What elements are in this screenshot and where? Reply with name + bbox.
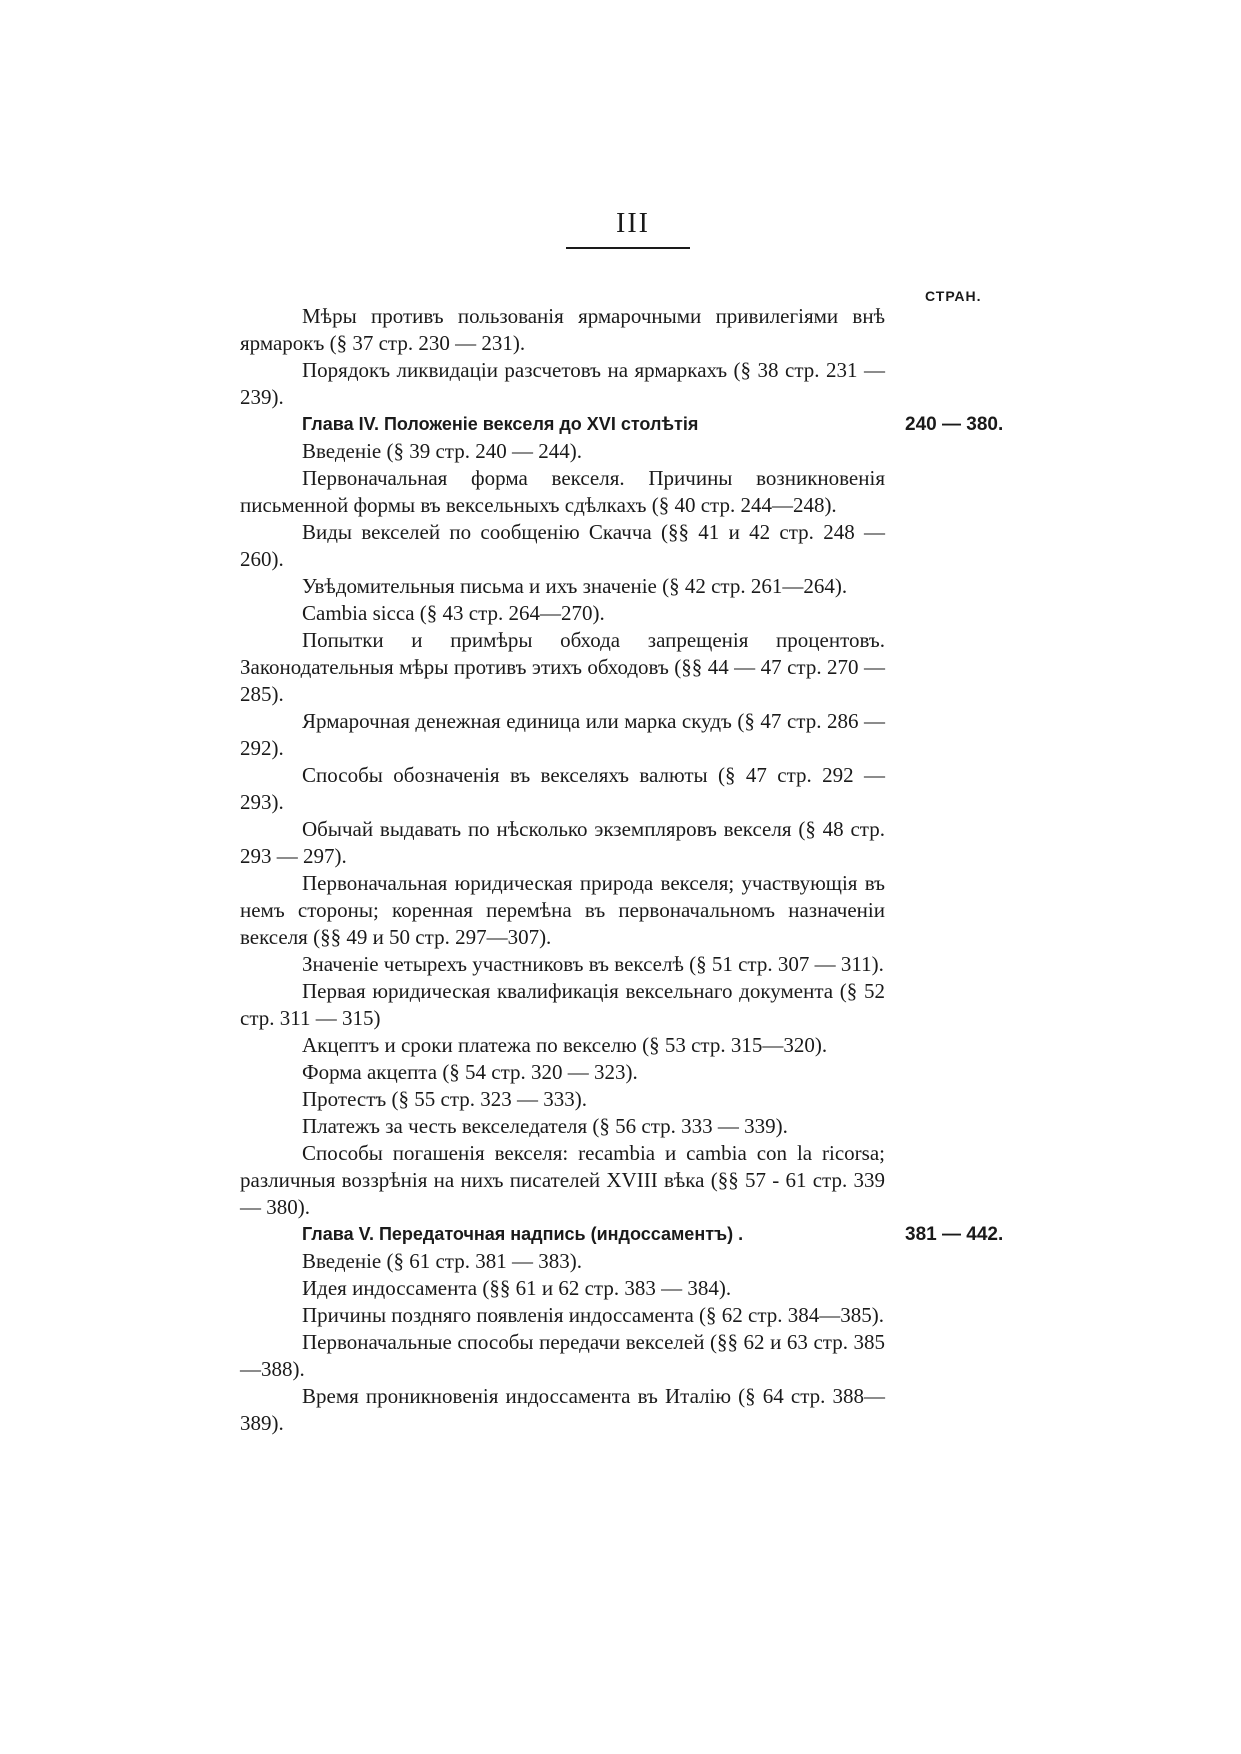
toc-entry: Ярмарочная денежная единица или марка скудъ (§ 47 стр. 286 — 292). <box>240 709 885 760</box>
toc-entry: Cambia sicca (§ 43 стр. 264—270). <box>302 601 605 625</box>
toc-entry: Способы обозначенія въ векселяхъ валюты (§ 47 стр. 292 — 293). <box>240 763 885 814</box>
toc-entry: Мѣры противъ пользованія ярмарочными привилегіями внѣ ярмарокъ (§ 37 стр. 230 — 231). <box>240 304 885 355</box>
toc-entry: Форма акцепта (§ 54 стр. 320 — 323). <box>302 1060 638 1084</box>
page-number-underline <box>566 247 690 249</box>
toc-entry: Первоначальные способы передачи векселей (§§ 62 и 63 стр. 385—388). <box>240 1330 885 1381</box>
toc-entry: Порядокъ ликвидаціи разсчетовъ на ярмаркахъ (§ 38 стр. 231 — 239). <box>240 358 885 409</box>
toc-entry: Первая юридическая квалификація вексельнаго документа (§ 52 стр. 311 — 315) <box>240 979 885 1030</box>
toc-entry: Акцептъ и сроки платежа по векселю (§ 53 стр. 315—320). <box>302 1033 828 1057</box>
chapter-page-range: 381 — 442. <box>905 1224 1004 1245</box>
toc-entry: Значеніе четырехъ участниковъ въ векселѣ (§ 51 стр. 307 — 311). <box>302 952 884 976</box>
chapter-title: Глава V. Передаточная надпись (индоссаментъ) . <box>302 1224 744 1244</box>
page-number: III <box>616 208 650 239</box>
toc-entry: Причины поздняго появленія индоссамента (§ 62 стр. 384—385). <box>302 1303 885 1327</box>
toc-entry: Идея индоссамента (§§ 61 и 62 стр. 383 — 384). <box>302 1276 732 1300</box>
pages-column-header: СТРАН. <box>925 288 982 304</box>
toc-chapter-heading <box>240 411 1004 438</box>
toc-entry: Попытки и примѣры обхода запрещенія процентовъ. Законодательныя мѣры противъ этихъ обходовъ (§§ 44 — 47 стр. 270 — 285). <box>240 628 885 706</box>
toc-entry: Первоначальная форма векселя. Причины возникновенія письменной формы въ вексельныхъ сдѣлкахъ (§ 40 стр. 244—248). <box>240 466 885 517</box>
toc-entry: Протестъ (§ 55 стр. 323 — 333). <box>302 1087 588 1111</box>
table-of-contents <box>240 303 1010 1437</box>
chapter-title: Глава IV. Положеніе векселя до XVI столѣтія <box>302 414 699 434</box>
toc-entry: Способы погашенія векселя: recambia и cambia con la ricorsa; различныя воззрѣнія на нихъ писателей XVIII вѣка (§§ 57 - 61 стр. 339 — 380). <box>240 1141 885 1219</box>
toc-entry: Обычай выдавать по нѣсколько экземпляровъ векселя (§ 48 стр. 293 — 297). <box>240 817 885 868</box>
toc-entry: Введеніе (§ 39 стр. 240 — 244). <box>302 439 582 463</box>
toc-entry: Введеніе (§ 61 стр. 381 — 383). <box>302 1249 582 1273</box>
chapter-page-range: 240 — 380. <box>905 414 1004 435</box>
toc-entry: Виды векселей по сообщенію Скачча (§§ 41 и 42 стр. 248 — 260). <box>240 520 885 571</box>
toc-entry: Увѣдомительныя письма и ихъ значеніе (§ 42 стр. 261—264). <box>302 574 848 598</box>
toc-entry: Платежъ за честь векселедателя (§ 56 стр. 333 — 339). <box>302 1114 788 1138</box>
toc-chapter-heading <box>240 1221 1004 1248</box>
toc-entry: Время проникновенія индоссамента въ Италію (§ 64 стр. 388—389). <box>240 1384 885 1435</box>
toc-entry: Первоначальная юридическая природа векселя; участвующія въ немъ стороны; коренная перемѣна въ первоначальномъ назначеніи векселя (§§ 49 и 50 стр. 297—307). <box>240 871 885 949</box>
